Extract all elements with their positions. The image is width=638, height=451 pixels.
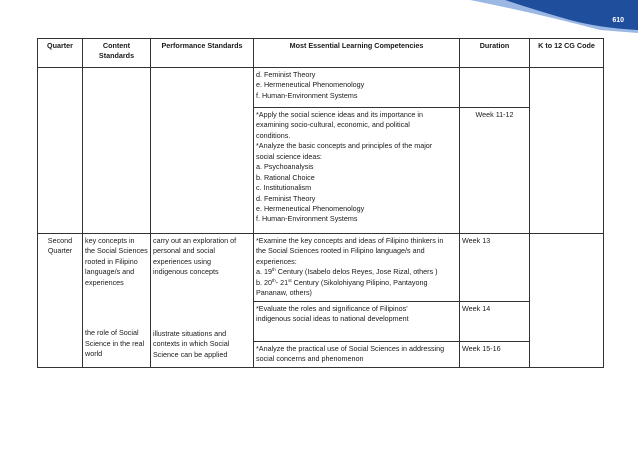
competency-line: b. Rational Choice bbox=[256, 172, 315, 182]
superscript: th bbox=[272, 277, 276, 283]
spacer bbox=[153, 278, 251, 329]
content-line: world bbox=[85, 349, 103, 359]
header-performance-standards: Performance Standards bbox=[151, 39, 254, 68]
text-fragment: Century (Isabelo delos Reyes, Jose Rizal, others ) bbox=[275, 267, 438, 277]
cell-competencies bbox=[254, 108, 460, 234]
text-fragment: a. 19 bbox=[256, 267, 272, 277]
performance-line: Science can be applied bbox=[153, 349, 228, 359]
table-row bbox=[38, 234, 604, 302]
competency-line: Pananaw, others) bbox=[256, 288, 312, 298]
cell-duration: Week 14 bbox=[460, 301, 530, 341]
header-row bbox=[38, 39, 604, 68]
performance-line: illustrate situations and bbox=[153, 328, 227, 338]
cell-competencies bbox=[254, 68, 460, 108]
cell-content-standards bbox=[83, 234, 151, 368]
performance-line: experiences using bbox=[153, 256, 211, 266]
competency-line: experiences: bbox=[256, 256, 297, 266]
cell-quarter-blank bbox=[38, 68, 83, 234]
competency-line-20th-century bbox=[256, 278, 457, 288]
competency-line: *Examine the key concepts and ideas of Filipino thinkers in bbox=[256, 236, 444, 245]
cell-performance-standards bbox=[151, 234, 254, 368]
cell-code-blank bbox=[530, 68, 604, 234]
cell-duration bbox=[460, 68, 530, 108]
page-number: 610 bbox=[612, 17, 624, 24]
competency-line: the Social Sciences rooted in Filipino language/s and bbox=[256, 246, 425, 256]
cell-performance-blank bbox=[151, 68, 254, 234]
text-fragment: Century (Sikolohiyang Pilipino, Pantayong bbox=[291, 277, 428, 287]
content-line: Science in the real bbox=[85, 338, 145, 348]
text-fragment: b. 20 bbox=[256, 277, 272, 287]
cell-competencies bbox=[254, 301, 460, 341]
quarter-line: Quarter bbox=[47, 246, 73, 256]
competency-line: a. Psychoanalysis bbox=[256, 162, 314, 172]
competency-line: *Evaluate the roles and significance of Filipinos' bbox=[256, 303, 408, 313]
competency-line: f. Human-Environment Systems bbox=[256, 90, 358, 100]
cell-competencies bbox=[254, 234, 460, 302]
header-competencies: Most Essential Learning Competencies bbox=[254, 39, 460, 68]
cell-duration: Week 11-12 bbox=[460, 108, 530, 234]
competency-line-19th-century bbox=[256, 267, 457, 277]
header-banner bbox=[0, 0, 638, 40]
competency-line: *Analyze the practical use of Social Sciences in addressing bbox=[256, 343, 445, 353]
text-fragment: - 21 bbox=[275, 277, 289, 287]
competency-line: social science ideas: bbox=[256, 151, 322, 161]
competency-line: conditions. bbox=[256, 130, 291, 140]
performance-line: contexts in which Social bbox=[153, 339, 230, 349]
content-line: rooted in Filipino bbox=[85, 256, 138, 266]
competency-line: f. Human-Environment Systems bbox=[256, 214, 358, 224]
table-row bbox=[38, 68, 604, 108]
banner-dark-band bbox=[505, 0, 638, 30]
cell-duration: Week 13 bbox=[460, 234, 530, 302]
competency-line: social concerns and phenomenon bbox=[256, 354, 364, 364]
cell-duration: Week 15-16 bbox=[460, 341, 530, 367]
competency-line: indigenous social ideas to national development bbox=[256, 314, 409, 324]
cell-code-blank bbox=[530, 234, 604, 368]
performance-line: indigenous concepts bbox=[153, 267, 219, 277]
competency-line: *Analyze the basic concepts and principles of the major bbox=[256, 141, 433, 151]
competency-line: d. Feminist Theory bbox=[256, 193, 316, 203]
quarter-line: Second bbox=[47, 236, 73, 245]
content-line: experiences bbox=[85, 277, 124, 287]
content-line: the Social Sciences bbox=[85, 246, 148, 256]
superscript: th bbox=[272, 267, 276, 273]
superscript: st bbox=[288, 277, 292, 283]
header-content-standards: Content Standards bbox=[83, 39, 151, 68]
cell-content-blank bbox=[83, 68, 151, 234]
spacer bbox=[85, 288, 148, 328]
competency-line: examining socio-cultural, economic, and political bbox=[256, 120, 410, 130]
competency-line: c. Institutionalism bbox=[256, 183, 312, 193]
cell-competencies bbox=[254, 341, 460, 367]
performance-line: personal and social bbox=[153, 246, 215, 256]
content-line: key concepts in bbox=[85, 236, 135, 245]
performance-line: carry out an exploration of bbox=[153, 236, 237, 245]
content-line: language/s and bbox=[85, 267, 135, 277]
competency-line: e. Hermeneutical Phenomenology bbox=[256, 203, 365, 213]
competency-line: *Apply the social science ideas and its importance in bbox=[256, 110, 424, 119]
cell-quarter bbox=[38, 234, 83, 368]
header-quarter: Quarter bbox=[38, 39, 83, 68]
curriculum-table bbox=[37, 38, 604, 368]
header-duration: Duration bbox=[460, 39, 530, 68]
content-line: the role of Social bbox=[85, 328, 139, 338]
header-code: K to 12 CG Code bbox=[530, 39, 604, 68]
competency-line: d. Feminist Theory bbox=[256, 70, 316, 79]
competency-line: e. Hermeneutical Phenomenology bbox=[256, 80, 365, 90]
